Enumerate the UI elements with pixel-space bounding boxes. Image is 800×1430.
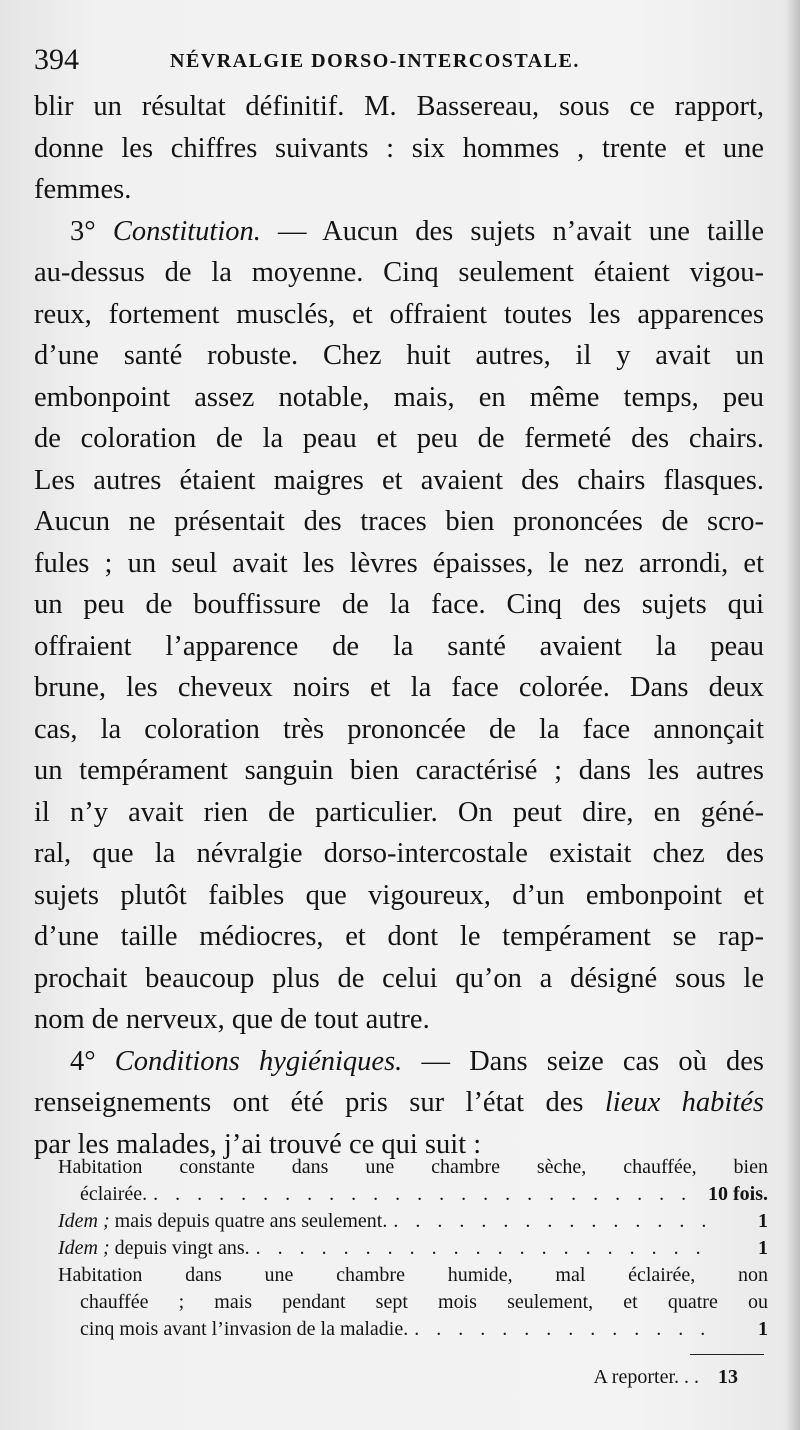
text-line: Aucun ne présentait des traces bien prononcées de scro- bbox=[34, 506, 764, 537]
table-row-value: 1 bbox=[758, 1318, 768, 1340]
text-fragment: — Aucun des sujets n’avait une taille bbox=[278, 215, 764, 247]
section-title: Conditions hygiéniques. bbox=[114, 1045, 403, 1077]
text-line: ral, que la névralgie dorso-intercostale existait chez des bbox=[34, 838, 764, 869]
table-row bbox=[58, 1235, 768, 1262]
leader-dots bbox=[393, 1208, 714, 1235]
text-line: Les autres étaient maigres et avaient des chairs flasques. bbox=[34, 464, 764, 496]
body-text bbox=[34, 86, 764, 1165]
page-header bbox=[34, 40, 774, 80]
table-row-label: mais depuis quatre ans seulement. bbox=[114, 1210, 388, 1232]
table-row-label: cinq mois avant l’invasion de la maladie. bbox=[80, 1318, 409, 1340]
table-row bbox=[58, 1316, 768, 1343]
carry-value: 13 bbox=[718, 1366, 738, 1388]
text-line: femmes. bbox=[34, 174, 132, 205]
carry-label: A reporter. . . bbox=[593, 1366, 699, 1388]
text-line: embonpoint assez notable, mais, en même temps, peu bbox=[34, 381, 764, 413]
table-row bbox=[58, 1181, 768, 1208]
table-row-text: chauffée ; mais pendant sept mois seulement, et quatre ou bbox=[80, 1291, 768, 1313]
text-line: de coloration de la peau et peu de fermeté des chairs. bbox=[34, 423, 764, 454]
text-fragment: renseignements ont été pris sur l’état des bbox=[34, 1087, 584, 1118]
table-row-prefix: Idem ; bbox=[58, 1210, 110, 1232]
leader-dots bbox=[153, 1181, 702, 1208]
page-gutter bbox=[786, 0, 800, 1430]
text-line: brune, les cheveux noirs et la face colorée. Dans deux bbox=[34, 672, 764, 703]
text-line: offraient l’apparence de la santé avaient la peau bbox=[34, 630, 764, 662]
text-line: reux, fortement musclés, et offraient toutes les apparences bbox=[34, 298, 764, 330]
text-line: par les malades, j’ai trouvé ce qui suit : bbox=[34, 1128, 482, 1160]
table-row-value: 1 bbox=[758, 1210, 768, 1232]
text-line: prochait beaucoup plus de celui qu’on a désigné sous le bbox=[34, 962, 764, 994]
leader-dots bbox=[256, 1235, 714, 1262]
section-heading-line bbox=[34, 211, 764, 253]
table-row-prefix: Idem ; bbox=[58, 1237, 110, 1259]
text-line: sujets plutôt faibles que vigoureux, d’un embonpoint et bbox=[34, 879, 764, 911]
table-row-text: Habitation dans une chambre humide, mal éclairée, non bbox=[58, 1264, 768, 1286]
emphasis-text: lieux habités bbox=[604, 1087, 764, 1118]
table-row-label: éclairée. bbox=[80, 1183, 148, 1205]
text-line: un tempérament sanguin bien caractérisé ; dans les autres bbox=[34, 755, 764, 786]
text-line: donne les chiffres suivants : six hommes , trente et une bbox=[34, 132, 764, 164]
section-number: 3° bbox=[70, 215, 96, 247]
sum-rule bbox=[690, 1354, 764, 1355]
section-heading-line bbox=[34, 1041, 764, 1083]
carry-forward bbox=[593, 1364, 738, 1391]
table-row-value: 10 fois. bbox=[708, 1183, 768, 1205]
section-title: Constitution. bbox=[112, 215, 261, 247]
table-row bbox=[58, 1208, 768, 1235]
leader-dots bbox=[414, 1316, 714, 1343]
text-line: fules ; un seul avait les lèvres épaisses, le nez arrondi, et bbox=[34, 547, 764, 579]
page-number: 394 bbox=[34, 43, 79, 76]
text-line: d’une taille médiocres, et dont le tempérament se rap- bbox=[34, 921, 764, 952]
housing-table bbox=[58, 1154, 768, 1343]
section-number: 4° bbox=[70, 1045, 96, 1077]
text-fragment: — Dans seize cas où des bbox=[421, 1045, 764, 1077]
text-line: d’une santé robuste. Chez huit autres, il y avait un bbox=[34, 340, 764, 371]
text-line: il n’y avait rien de particulier. On peut dire, en géné- bbox=[34, 796, 764, 828]
table-row-text: Habitation constante dans une chambre sèche, chauffée, bien bbox=[58, 1156, 768, 1178]
running-head: NÉVRALGIE DORSO-INTERCOSTALE. bbox=[170, 50, 580, 72]
text-line: au-dessus de la moyenne. Cinq seulement étaient vigou- bbox=[34, 257, 764, 288]
text-line: blir un résultat définitif. M. Bassereau, sous ce rapport, bbox=[34, 91, 764, 122]
table-row-value: 1 bbox=[758, 1237, 768, 1259]
table-row-label: depuis vingt ans. bbox=[114, 1237, 250, 1259]
text-line bbox=[34, 1082, 764, 1124]
text-line: nom de nerveux, que de tout autre. bbox=[34, 1004, 430, 1035]
text-line: un peu de bouffissure de la face. Cinq des sujets qui bbox=[34, 589, 764, 620]
text-line: cas, la coloration très prononcée de la face annonçait bbox=[34, 713, 764, 745]
